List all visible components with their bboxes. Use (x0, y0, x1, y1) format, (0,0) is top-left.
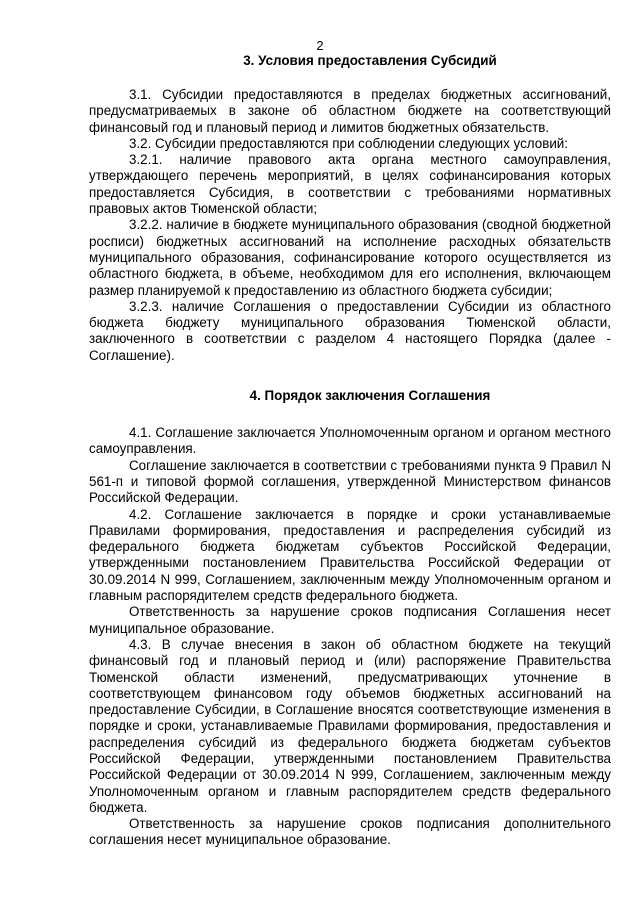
document-body (89, 53, 611, 849)
paragraph-4-2: 4.2. Соглашение заключается в порядке и сроки устанавливаемые Правилами формирования, предоставления и распределения субсидий из федерального бюджета бюджетам субъектов Российской Федерации, утвержденными постановлением Правительства Российской Федерации от 30.09.2014 N 999, Соглашением, заключенным между Уполномоченным органом и главным распорядителем средств федерального бюджета. (89, 506, 611, 604)
paragraph-3-2-1: 3.2.1. наличие правового акта органа местного самоуправления, утверждающего перечень мероприятий, в целях софинансирования которых предоставляется Субсидия, в соответствии с требованиями нормативных правовых актов Тюменской области; (89, 152, 611, 217)
paragraph-4-1-form: Соглашение заключается в соответствии с требованиями пункта 9 Правил N 561-п и типовой формой соглашения, утвержденной Министерством финансов Российской Федерации. (89, 457, 611, 506)
paragraph-3-2-3: 3.2.3. наличие Соглашения о предоставлении Субсидии из областного бюджета бюджету муниципального образования Тюменской области, заключенного в соответствии с разделом 4 настоящего Порядка (далее - Соглашение). (89, 298, 611, 363)
paragraph-4-3: 4.3. В случае внесения в закон об областном бюджете на текущий финансовый год и плановый период и (или) распоряжение Правительства Тюменской области изменений, предусматривающих уточнение в соответствующем финансовом году объемов бюджетных ассигнований на предоставление Субсидии, в Соглашение вносятся соответствующие изменения в порядке и сроки, устанавливаемые Правилами формирования, предоставления и распределения субсидий из федерального бюджета бюджетам субъектов Российской Федерации, утвержденными постановлением Правительства Российской Федерации от 30.09.2014 N 999, Соглашением, заключенным между Уполномоченным органом и главным распорядителем средств федерального бюджета. (89, 636, 611, 815)
paragraph-3-2-2: 3.2.2. наличие в бюджете муниципального образования (сводной бюджетной росписи) бюджетных ассигнований на исполнение расходных обязательств муниципального образования, софинансирование которого осуществляется из областного бюджета, в объеме, необходимом для его исполнения, включающем размер планируемой к предоставлению из областного бюджета субсидии; (89, 217, 611, 298)
page-number: 2 (316, 38, 324, 53)
section-heading-conditions: 3. Условия предоставления Субсидий (243, 53, 497, 68)
section-heading-agreement: 4. Порядок заключения Соглашения (249, 388, 491, 404)
paragraph-3-2: 3.2. Субсидии предоставляются при соблюдении следующих условий: (129, 135, 568, 151)
paragraph-4-2-responsibility: Ответственность за нарушение сроков подписания Соглашения несет муниципальное образование. (89, 604, 611, 636)
paragraph-4-1: 4.1. Соглашение заключается Уполномоченным органом и органом местного самоуправления. (89, 425, 611, 457)
paragraph-3-1: 3.1. Субсидии предоставляются в пределах бюджетных ассигнований, предусматриваемых в законе об областном бюджете на соответствующий финансовый год и плановый период и лимитов бюджетных обязательств. (89, 87, 611, 135)
paragraph-4-3-responsibility: Ответственность за нарушение сроков подписания дополнительного соглашения несет муниципальное образование. (89, 816, 611, 848)
